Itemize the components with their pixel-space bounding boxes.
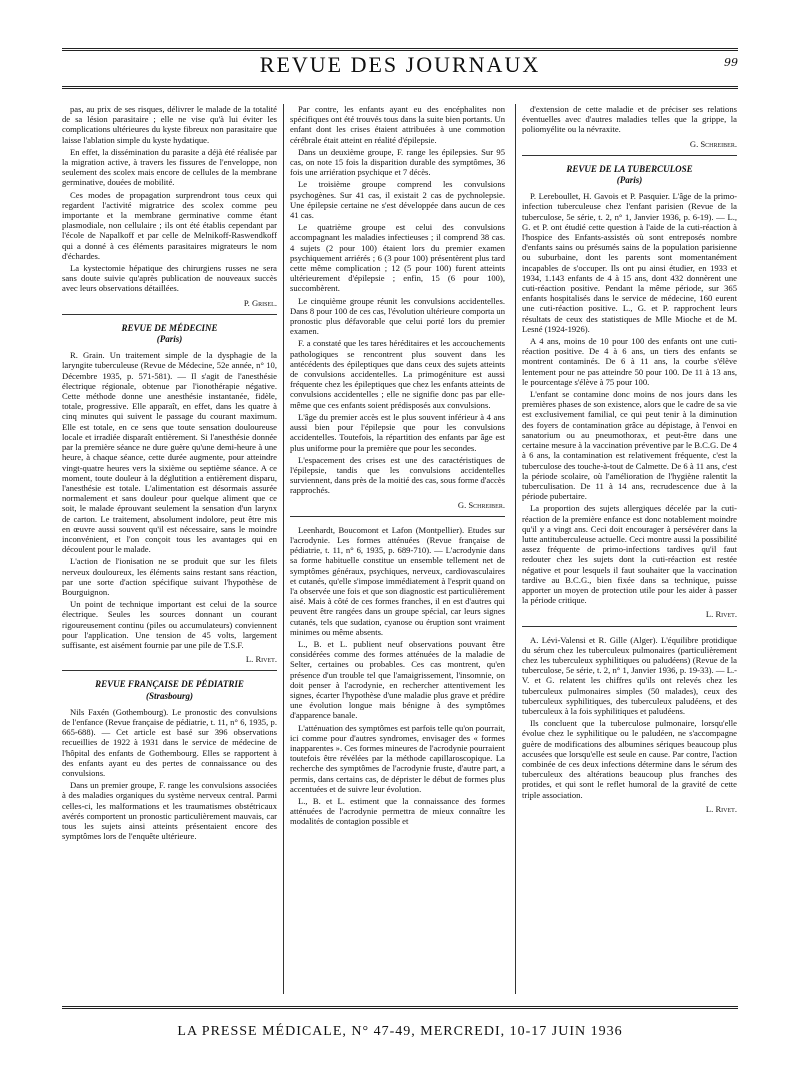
signature: L. Rivet. [705,803,737,814]
abstract-paragraph: R. Grain. Un traitement simple de la dysphagie de la laryngite tuberculeuse (Revue de Médecine, 52e année, n° 10, Décembre 1935, p. 571-581). — Il s'agit de l'anesthésie électrique régionale, obtenue par l'ionothérapie négative. Cette méthode donne une anesthésie instantanée, fidèle, totale, progressive. Elle apparaît, en effet, dans les quatre à cinq minutes qui suivent le passage du courant maximum. Elle est totale, en ce sens que toute sensation douloureuse locale et irradiée disparaît entièrement. Si l'anesthésie donnée par la première séance ne dure guère qu'une demi-heure à une heure, à chaque séance, cette durée augmente, pour atteindre vingt-quatre heures vers la sixième ou septième séance. A ce moment, toute douleur à la déglutition a entièrement disparu, l'anesthésie est totale. L'alimentation est désormais assurée normalement et sans douleur pour quelque aliment que ce soit, le malade éprouvant seulement la sensation d'un larynx de carton. Le traitement, absolument indolore, peut être mis en œuvre aussi souvent qu'il est nécessaire, sans le moindre inconvénient, et l'on conçoit tous les avantages qui en découlent pour le malade. [62,350,277,555]
abstract-paragraph: P. Lereboullet, H. Gavois et P. Pasquier. L'âge de la primo-infection tuberculeuse chez l'enfant parisien (Revue de la tuberculose, 5e série, t. 2, n° 1, Janvier 1936, p. 6-19). — L., G. et P. ont étudié cette question à l'aide de la cuti-réaction à l'hospice des Enfants-assistés où sont entreposés nombre d'enfants sains ou présumés sains de la population parisienne ou suburbaine, dont les parents sont momentanément incapables de s'occuper. Ils ont pu ainsi étudier, en 1933 et 1934, 1.143 enfants de 4 à 15 ans, dont 432 donnèrent une cuti-réaction positive. Pendant la même période, sur 365 enfants hospitalisés dans le service de médecine, 160 eurent une cuti-réaction positive. L., G. et P. rapprochent leurs résultats de ceux des statistiques de Mlle Mioche et de M. Lesné (1924-1926). [522,191,737,334]
column-2 [290,104,505,994]
signature: P. Grisel. [243,297,277,308]
section-heading: REVUE DE MÉDECINE [121,322,218,333]
section-rule [522,626,737,627]
paragraph: L'atténuation des symptômes est parfois telle qu'on pourrait, ici comme pour d'autres syndromes, envisager des « formes inapparentes ». Ces formes mineures de l'acrodynie pourraient toutefois être révélées par la méthode capillaroscopique. La recherche des symptômes de l'acrodynie fruste, d'autre part, a permis, dans certains cas, de déprister le début de formes plus accentuées et de suivre leur évolution. [290,722,505,794]
paragraph: Le troisième groupe comprend les convulsions psychogènes. Sur 41 cas, il existait 2 cas de pychnolepsie. Une épilepsie certaine ne s'est développée dans aucun de ces 41 cas. [290,179,505,221]
section-heading: REVUE DE LA TUBERCULOSE [566,163,693,174]
paragraph: Par contre, les enfants ayant eu des encéphalites non spécifiques ont été trouvés tous dans la suite bien portants. Un enfant dont les crises étaient attribuées à une commotion cérébrale était atteint en réalité d'épilepsie. [290,104,505,145]
top-rule [62,48,738,51]
signature: G. Schreiber. [457,499,505,510]
paragraph: La kystectomie hépatique des chirurgiens russes ne sera sans doute suivie qu'après publication de nouveaux succès avec leurs observations détaillées. [62,263,277,294]
column-divider [515,104,516,994]
paragraph: A 4 ans, moins de 10 pour 100 des enfants ont une cuti-réaction positive. De 4 à 6 ans, un tiers des enfants se montrent contaminés. De 6 à 11 ans, la courbe s'élève lentement pour ne pas atteindre 50 pour 100. De 11 à 13 ans, le pourcentage s'élève à 75 pour 100. [522,336,737,387]
footer-rule [62,1006,738,1009]
abstract-paragraph: Leenhardt, Boucomont et Lafon (Montpellier). Etudes sur l'acrodynie. Les formes atténuées (Revue française de pédiatrie, t. 11, n° 6, 1935, p. 689-710). — L'acrodynie dans sa forme habituelle constitue un ensemble tellement net de symptômes généraux, psychiques, nerveux, cardiovasculaires et cutanés, qu'elle s'impose immédiatement à l'esprit quand on l'a observée une fois et que son diagnostic est particulièrement aisé. Mais à côté de ces formes franches, il en est d'autres qui peuvent être rangées dans un groupe spécial, car leurs signes cutanés, tels que sudation, cyanose ou éruption sont vraiment minimes ou même absents. [290,524,505,637]
paragraph: L., B. et L. estiment que la connaissance des formes atténuées de l'acrodynie permettra de mieux connaître les modalités de contagion possible et [290,796,505,827]
paragraph: L'espacement des crises est une des caractéristiques de l'épilepsie, tandis que les convulsions accidentelles surviennent, dans près de la moitié des cas, sous forme d'accès rapprochés. [290,454,505,496]
paragraph: En effet, la dissémination du parasite a déjà été réalisée par la migration active, à travers les fissures de l'enveloppe, non seulement des scolex mais encore de cellules de la membrane germinative, douées de mobilité. [62,146,277,188]
paragraph: Le quatrième groupe est celui des convulsions accompagnant les maladies infectieuses ; il comprend 38 cas. 4 sujets (2 pour 100) étaient lors du premier examen psychiquement arriérés ; 6 (3 pour 100) présentèrent plus tard cette même complication ; 12 (5 pour 100) furent atteints ultérieurement d'épilepsie ; enfin, 15 (6 pour 100), succombèrent. [290,222,505,294]
paragraph: d'extension de cette maladie et de préciser ses relations éventuelles avec d'autres maladies telles que la grippe, la poliomyélite ou la névraxite. [522,104,737,135]
paragraph: F. a constaté que les tares héréditaires et les accouchements pathologiques se rencontrent plus souvent dans les antécédents des épileptiques que dans ceux des sujets atteints de convulsions accidentelles. La primogéniture est aussi fréquente chez les épileptiques que chez les enfants atteints de convulsions accidentelles ; elle ne signifie donc pas par elle-même que ces enfants soient prédisposés aux convulsions. [290,338,505,410]
paragraph: L., B. et L. publient neuf observations pouvant être considérées comme des formes atténuées de la maladie de Selter, certaines ou probables. Ces cas montrent, qu'en présence d'un trouble tel que l'amaigrissement, l'insomnie, on doit penser à l'acrodynie, en rechercher attentivement les signes, écarter l'hypothèse d'une maladie plus grave et prédire une évolution longue mais bénigne à des symptômes d'apparence banale. [290,638,505,721]
column-3 [522,104,737,994]
abstract-paragraph: A. Lévi-Valensi et R. Gille (Alger). L'équilibre protidique du sérum chez les tuberculeux pulmonaires (particulièrement chez les tuberculeux syphilitiques ou paludéens) (Revue de la tuberculose, 5e série, t. 2, n° 1, Janvier 1936, p. 19-33). — L.-V. et G. relatent les chiffres qu'ils ont relevés chez les tuberculeux pulmonaires simples (50 malades), ceux des tuberculeux syphilitiques, des tuberculeux paludéens, et des tuberculeux à la fois syphilitiques et paludéens. [522,634,737,716]
column-1 [62,104,277,994]
journal-title: REVUE DES JOURNAUX [259,52,541,77]
signature: G. Schreiber. [689,138,737,149]
signature: L. Rivet. [245,654,277,665]
column-divider [283,104,284,994]
paragraph: pas, au prix de ses risques, délivrer le malade de la totalité de sa lésion parasitaire ; elle ne vise qu'à lui éviter les complications ultérieures du kyste fibreux non parasitaire que laisse l'ablation simple du kyste hydatique. [62,104,277,145]
section-rule [522,155,737,156]
section-subheading: (Paris) [156,334,183,345]
footer-line: LA PRESSE MÉDICALE, N° 47-49, MERCREDI, 10-17 JUIN 1936 [177,1024,623,1039]
section-subheading: (Paris) [616,175,643,186]
section-rule [62,670,277,671]
paragraph: La proportion des sujets allergiques décelée par la cuti-réaction de la première enfance est donc notablement moindre qu'il y a vingt ans. Ceci doit encourager à persévérer dans la lutte antituberculeuse actuelle. Ceci montre aussi la possibilité assez fréquente de primo-infections tardives qu'il faut redouter chez les sujets dont la cuti-réaction est restée négative et pour lesquels il faut souhaiter que la vaccination tardive au B.C.G., bien fixée dans sa technique, puisse apporter un moyen de protection utile pour les aider à passer la période critique. [522,503,737,606]
section-rule [290,516,505,517]
section-rule [62,314,277,315]
paragraph: Le cinquième groupe réunit les convulsions accidentelles. Dans 8 pour 100 de ces cas, l'évolution ultérieure comporta un pronostic plus défavorable que celui porté lors du premier examen. [290,295,505,337]
article-columns [62,104,738,994]
paragraph: L'âge du premier accès est le plus souvent inférieur à 4 ans aussi bien pour l'épilepsie que pour les convulsions accidentelles. Toutefois, la répartition des enfants par âge est plus uniforme pour la première que pour les secondes. [290,411,505,453]
paragraph: Dans un premier groupe, F. range les convulsions associées à des maladies organiques du système nerveux central. Parmi celles-ci, les malformations et les traumatismes obstétricaux avérés comportent un pronostic particulièrement mauvais, car tous les sujets ainsi atteints présentaient encore des symptômes lors de l'enquête ultérieure. [62,780,277,842]
section-subheading: (Strasbourg) [145,690,193,701]
page-number: 99 [724,56,738,69]
paragraph: L'action de l'ionisation ne se produit que sur les filets nerveux douloureux, les éléments sains restant sans réaction, par une sorte d'action spécifique suivant l'hypothèse de Bourguignon. [62,556,277,597]
signature: L. Rivet. [705,609,737,620]
section-heading: REVUE FRANÇAISE DE PÉDIATRIE [95,679,244,690]
paragraph: Dans un deuxième groupe, F. range les épilepsies. Sur 95 cas, on note 15 fois la disparition durable des symptômes, 36 fois une arriération psychique et 7 décès. [290,146,505,178]
paragraph: Ils concluent que la tuberculose pulmonaire, lorsqu'elle évolue chez le syphilitique ou le paludéen, ne s'accompagne guère de modifications des albumines sériques beaucoup plus accusées que lorsqu'elle est seule en cause. Par contre, l'action combinée de ces deux infections détermine dans le sérum des tuberculeux des altérations beaucoup plus franches des protides, et qui sont le reflet humoral de la gravité de cette triple association. [522,718,737,800]
paragraph: Ces modes de propagation surprendront tous ceux qui regardent l'activité migratrice des scolex comme peu importante et la membrane germinative comme étant plasmodiale, non cellulaire ; ils ont été établis cependant par l'école de Napalkoff et par celle de Melnikoff-Raswendkoff qui a donné à ces éléments parasitaires migrateurs le nom d'échardes. [62,189,277,261]
masthead-bottom-rule [62,86,738,89]
paragraph: L'enfant se contamine donc moins de nos jours dans les premières phases de son existence, alors que le cadre de sa vie est exclusivement familial, ce qui peut tenir à la diminution des foyers de contamination grâce au dépistage, à l'envoi en sanatorium ou au pneumothorax, et peut-être dans une certaine mesure à la vaccination préventive par le B.C.G. De 4 à 6 ans, la contamination est relativement fréquente, c'est la tuberculose des touche-à-tout de Calmette. De 6 à 11 ans, c'est la période scolaire, où l'amélioration de l'hygiène ralentit la tuberculisation. De 11 à 14 ans, recrudescence due à la période pubertaire. [522,389,737,502]
paragraph: Un point de technique important est celui de la source électrique. Seules les sources donnant un courant rigoureusement continu (piles ou accumulateurs) conviennent pour l'application. Une tension de 45 volts, largement suffisante, est aisément fournie par une pile de T.S.F. [62,599,277,650]
masthead [62,52,738,84]
abstract-paragraph: Nils Faxén (Gothembourg). Le pronostic des convulsions de l'enfance (Revue française de pédiatrie, t. 11, n° 6, 1935, p. 665-688). — Cet article est basé sur 396 observations recueillies de 1922 à 1931 dans le service de médecine de l'hôpital des enfants de Gothembourg. Elles se rapportent à des enfants ayant eu des pertes de connaissance ou des convulsions. [62,706,277,778]
